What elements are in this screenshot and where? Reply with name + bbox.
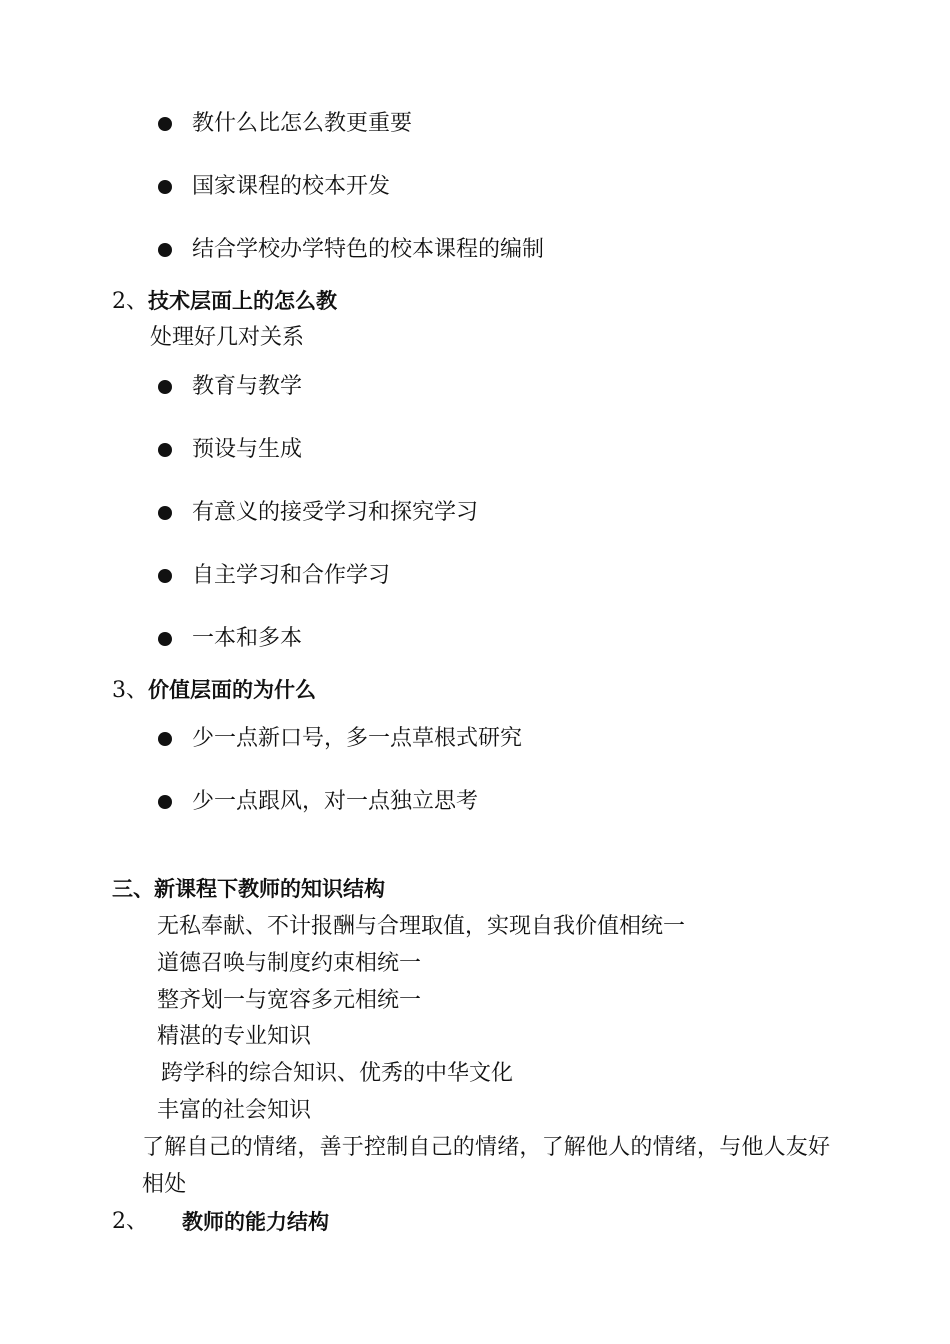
list-item — [158, 624, 302, 654]
text-line: 精湛的专业知识 — [157, 1024, 312, 1049]
text-line: 无私奉献、不计报酬与合理取值，实现自我价值相统一 — [157, 914, 686, 939]
list-item — [158, 787, 478, 817]
list-item — [158, 109, 412, 139]
bullet-icon — [158, 506, 172, 520]
bullet-icon — [158, 795, 172, 809]
list-item — [158, 435, 302, 465]
bullet-icon — [158, 180, 172, 194]
section-heading — [112, 286, 337, 317]
paragraph: 了解自己的情绪，善于控制自己的情绪，了解他人的情绪，与他人友好相处 — [142, 1135, 831, 1197]
text-line: 丰富的社会知识 — [157, 1098, 312, 1123]
bullet-icon — [158, 243, 172, 257]
section-number: 2、 — [112, 1209, 148, 1234]
bullet-icon — [158, 732, 172, 746]
list-item — [158, 498, 478, 528]
list-item — [158, 172, 390, 202]
list-item-text: 国家课程的校本开发 — [192, 174, 391, 199]
text-line: 整齐划一与宽容多元相统一 — [157, 988, 422, 1013]
list-item — [158, 561, 390, 591]
text-line: 道德召唤与制度约束相统一 — [157, 951, 422, 976]
section-number: 2、 — [112, 289, 148, 314]
list-item-text: 少一点跟风，对一点独立思考 — [192, 789, 479, 814]
section-subtitle: 处理好几对关系 — [150, 325, 305, 350]
list-item-text: 少一点新口号，多一点草根式研究 — [192, 726, 523, 751]
list-item-text: 结合学校办学特色的校本课程的编制 — [192, 237, 545, 262]
list-item — [158, 372, 302, 402]
chapter-heading: 三、新课程下教师的知识结构 — [112, 877, 385, 901]
bullet-icon — [158, 117, 172, 131]
list-item-text: 教什么比怎么教更重要 — [192, 111, 413, 136]
bullet-icon — [158, 380, 172, 394]
bullet-icon — [158, 569, 172, 583]
section-title: 技术层面上的怎么教 — [148, 289, 337, 313]
bullet-icon — [158, 632, 172, 646]
list-item-text: 预设与生成 — [192, 437, 303, 462]
list-item-text: 自主学习和合作学习 — [192, 563, 391, 588]
text-line: 跨学科的综合知识、优秀的中华文化 — [161, 1061, 514, 1086]
section-title: 教师的能力结构 — [182, 1210, 329, 1234]
section-number: 3、 — [112, 678, 148, 703]
section-title: 价值层面的为什么 — [148, 678, 316, 702]
list-item — [158, 235, 544, 265]
bullet-icon — [158, 443, 172, 457]
list-item-text: 教育与教学 — [192, 374, 303, 399]
list-item-text: 一本和多本 — [192, 626, 303, 651]
list-item — [158, 724, 522, 754]
list-item-text: 有意义的接受学习和探究学习 — [192, 500, 479, 525]
section-heading — [112, 675, 316, 706]
